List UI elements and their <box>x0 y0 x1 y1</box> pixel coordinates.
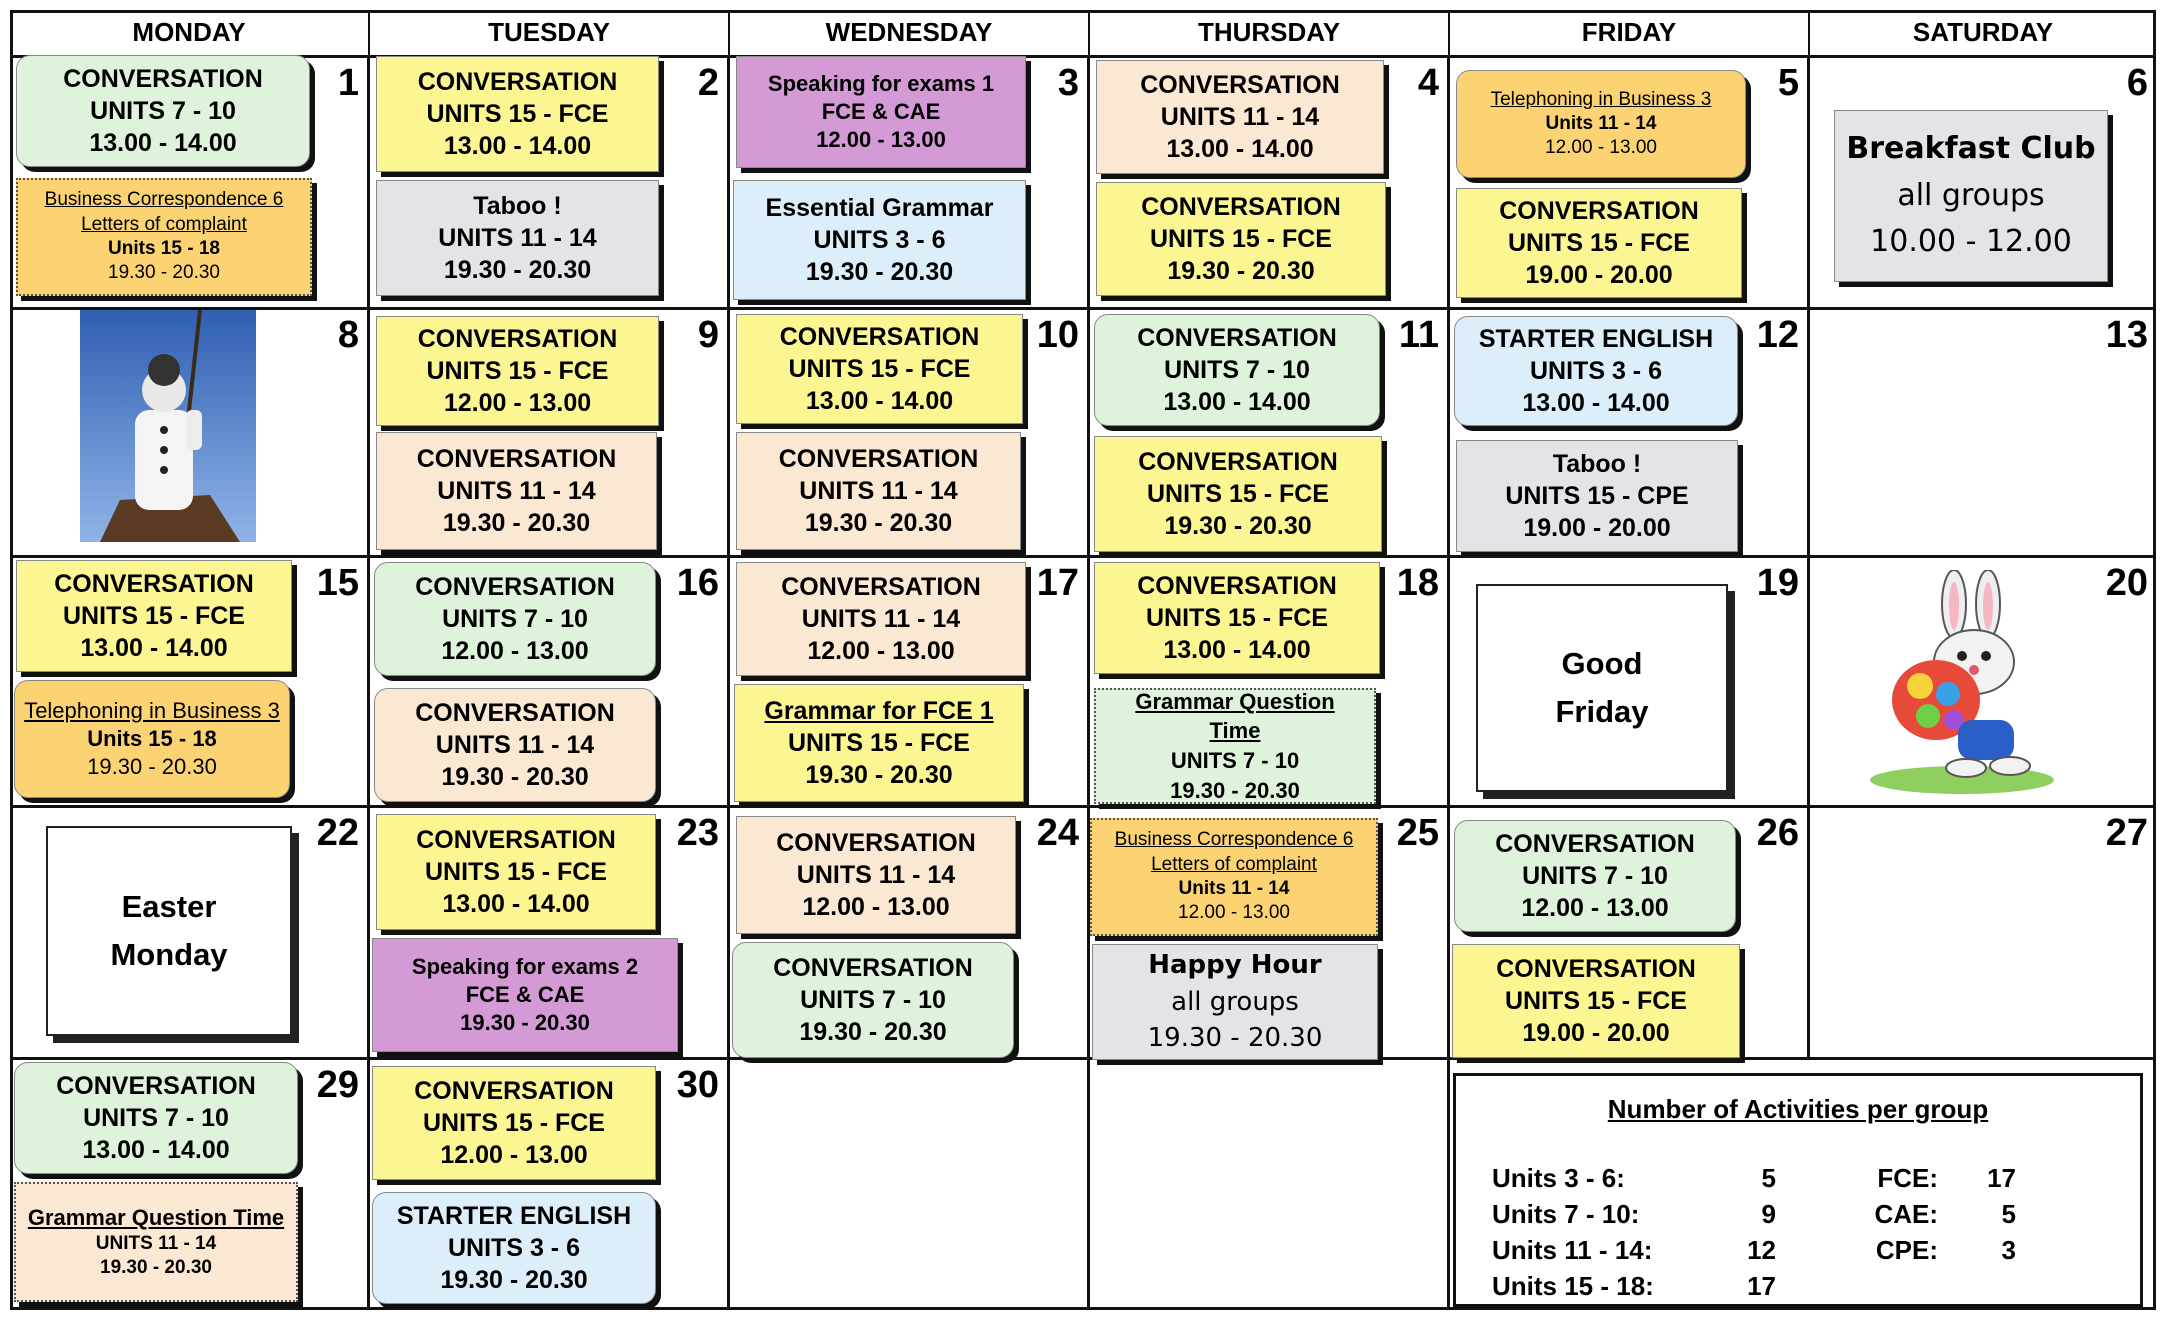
day-number: 22 <box>316 812 359 854</box>
event-conversation[interactable] <box>14 1062 298 1174</box>
event-grammar-question-time[interactable] <box>1094 688 1376 804</box>
event-time: 19.30 - 20.30 <box>805 258 954 286</box>
event-time: 19.30 - 20.30 <box>100 1257 212 1279</box>
units-label: Units 11 - 14: <box>1492 1235 1653 1265</box>
event-title: Grammar Question <box>1135 688 1335 714</box>
event-title: CONVERSATION <box>1137 324 1337 352</box>
event-units: UNITS 7 - 10 <box>90 97 236 125</box>
header-label: MONDAY <box>132 17 246 47</box>
event-title: Happy Hour <box>1148 950 1322 981</box>
event-title: Essential Grammar <box>765 194 994 222</box>
event-time: 19.30 - 20.30 <box>443 256 592 284</box>
snowman-figure-image <box>80 310 256 542</box>
event-units: Units 15 - 18 <box>87 725 217 751</box>
day-number: 12 <box>1756 314 1799 356</box>
event-conversation[interactable] <box>732 942 1014 1058</box>
event-speaking-exams[interactable] <box>372 938 678 1052</box>
event-telephoning[interactable] <box>14 680 290 798</box>
event-units: UNITS 15 - FCE <box>426 100 609 128</box>
event-time: 13.00 - 14.00 <box>89 129 237 157</box>
event-time: 13.00 - 14.00 <box>1522 389 1670 417</box>
event-starter-english[interactable] <box>372 1192 656 1304</box>
exam-value: 5 <box>2001 1199 2016 1229</box>
event-speaking-exams[interactable] <box>736 56 1026 168</box>
event-units: UNITS 11 - 14 <box>796 861 956 889</box>
event-telephoning[interactable] <box>1456 70 1746 178</box>
header-label: FRIDAY <box>1581 17 1677 47</box>
event-conversation[interactable] <box>16 560 292 672</box>
event-time: 12.00 - 13.00 <box>802 893 950 921</box>
day-number: 25 <box>1396 812 1439 854</box>
exam-values <box>1956 1160 2016 1268</box>
event-title: Grammar Question Time <box>27 1204 285 1230</box>
exam-label: FCE: <box>1877 1163 1938 1193</box>
holiday-easter-monday <box>46 826 292 1036</box>
event-units: UNITS 15 - FCE <box>426 357 609 385</box>
units-value: 12 <box>1747 1235 1776 1265</box>
event-title: Taboo ! <box>473 192 562 220</box>
day-number: 6 <box>2126 62 2148 104</box>
event-time: 13.00 - 14.00 <box>442 890 590 918</box>
event-conversation[interactable] <box>376 56 659 172</box>
header-label: TUESDAY <box>488 17 610 47</box>
event-units: UNITS 7 - 10 <box>442 605 588 633</box>
event-time: 19.30 - 20.30 <box>1147 1023 1323 1054</box>
event-title: Breakfast Club <box>1846 131 2096 167</box>
event-conversation[interactable] <box>376 814 656 930</box>
holiday-label: Monday <box>110 937 228 972</box>
header-wednesday <box>730 10 1090 58</box>
event-conversation[interactable] <box>1456 188 1742 298</box>
header-thursday <box>1090 10 1450 58</box>
day-cell <box>1090 1060 1450 1310</box>
exam-value: 3 <box>2001 1235 2016 1265</box>
event-time: 12.00 - 13.00 <box>1521 894 1669 922</box>
easter-bunny-image <box>1862 570 2058 796</box>
event-conversation[interactable] <box>736 314 1023 424</box>
event-essential-grammar[interactable] <box>733 180 1026 300</box>
event-title: CONVERSATION <box>417 68 618 96</box>
event-units: UNITS 11 - 14 <box>799 477 958 505</box>
day-cell <box>730 1060 1090 1310</box>
event-title: CONVERSATION <box>56 1072 256 1100</box>
event-units: UNITS 3 - 6 <box>813 226 946 254</box>
event-conversation[interactable] <box>736 816 1016 934</box>
event-time: 19.30 - 20.30 <box>440 1266 588 1294</box>
event-time: 13.00 - 14.00 <box>805 387 954 415</box>
header-saturday <box>1810 10 2156 58</box>
event-time: 13.00 - 14.00 <box>1163 388 1311 416</box>
units-label: Units 3 - 6: <box>1492 1163 1625 1193</box>
event-conversation[interactable] <box>374 688 656 802</box>
event-time: 12.00 - 13.00 <box>443 389 592 417</box>
event-units: UNITS 15 - FCE <box>1508 229 1690 257</box>
event-title: CONVERSATION <box>779 323 980 351</box>
event-conversation[interactable] <box>1454 820 1736 932</box>
event-units: UNITS 15 - FCE <box>1147 480 1329 508</box>
event-title: Grammar for FCE 1 <box>764 697 994 725</box>
event-conversation[interactable] <box>1094 314 1380 426</box>
event-time: 12.00 - 13.00 <box>1545 137 1657 159</box>
day-number: 10 <box>1036 314 1079 356</box>
event-title-cont: Time <box>1209 718 1261 744</box>
day-number: 11 <box>1398 314 1439 356</box>
units-labels <box>1492 1160 1654 1304</box>
event-time: 19.30 - 20.30 <box>805 761 953 789</box>
header-monday <box>10 10 370 58</box>
event-conversation[interactable] <box>372 1066 656 1180</box>
day-number: 4 <box>1417 62 1439 104</box>
header-label: SATURDAY <box>1912 17 2054 47</box>
event-time: 13.00 - 14.00 <box>443 132 592 160</box>
header-label: WEDNESDAY <box>825 17 993 47</box>
event-conversation[interactable] <box>374 562 656 676</box>
event-starter-english[interactable] <box>1454 316 1738 426</box>
holiday-label: Good <box>1561 645 1643 681</box>
event-time: 19.30 - 20.30 <box>460 1010 590 1036</box>
event-title: Business Correspondence 6 <box>1114 829 1354 851</box>
event-conversation[interactable] <box>1096 60 1384 174</box>
event-units: UNITS 15 - FCE <box>788 729 970 757</box>
holiday-good-friday <box>1476 584 1728 792</box>
event-title: Taboo ! <box>1552 450 1642 478</box>
event-units: UNITS 15 - CPE <box>1505 482 1689 510</box>
event-title: CONVERSATION <box>1141 193 1341 221</box>
event-conversation[interactable] <box>1452 944 1740 1058</box>
event-title: Telephoning in Business 3 <box>24 697 280 723</box>
units-value: 5 <box>1761 1163 1776 1193</box>
day-number: 20 <box>2105 562 2148 604</box>
event-title: CONVERSATION <box>415 573 615 601</box>
event-title: CONVERSATION <box>414 1077 614 1105</box>
event-title: CONVERSATION <box>54 570 254 598</box>
event-title: CONVERSATION <box>416 826 616 854</box>
event-title: CONVERSATION <box>1499 197 1699 225</box>
event-time: 19.30 - 20.30 <box>441 763 589 791</box>
event-conversation[interactable] <box>1094 562 1380 674</box>
event-title: CONVERSATION <box>1137 572 1337 600</box>
event-units: UNITS 7 - 10 <box>1164 356 1310 384</box>
event-units: UNITS 15 - FCE <box>788 355 971 383</box>
day-number: 27 <box>2105 812 2148 854</box>
event-units: Units 11 - 14 <box>1545 112 1657 134</box>
event-title: STARTER ENGLISH <box>1478 325 1714 353</box>
day-number: 19 <box>1756 562 1799 604</box>
event-units: UNITS 3 - 6 <box>1530 357 1662 385</box>
event-time: 12.00 - 13.00 <box>441 637 589 665</box>
event-units: UNITS 7 - 10 <box>1522 862 1668 890</box>
event-grammar-fce[interactable] <box>734 684 1024 802</box>
exam-label: CAE: <box>1874 1199 1938 1229</box>
units-label: Units 7 - 10: <box>1492 1199 1640 1229</box>
event-time: 13.00 - 14.00 <box>80 634 228 662</box>
event-units: Units 15 - 18 <box>108 238 220 259</box>
header-tuesday <box>370 10 730 58</box>
event-conversation[interactable] <box>376 432 657 550</box>
holiday-label: Easter <box>121 888 217 924</box>
event-time: 12.00 - 13.00 <box>816 127 946 153</box>
event-conversation[interactable] <box>736 432 1021 550</box>
units-label: Units 15 - 18: <box>1492 1271 1654 1301</box>
event-title: Speaking for exams 2 <box>411 953 639 979</box>
event-conversation[interactable] <box>1094 436 1382 552</box>
event-units: UNITS 7 - 10 <box>1170 748 1300 773</box>
event-title: CONVERSATION <box>776 829 976 857</box>
event-units: Units 11 - 14 <box>1178 878 1290 899</box>
event-time: 19.30 - 20.30 <box>108 262 220 284</box>
event-business-correspondence[interactable] <box>1090 818 1378 936</box>
day-number: 2 <box>697 62 719 104</box>
header-label: THURSDAY <box>1197 17 1341 47</box>
event-time: 19.30 - 20.30 <box>1167 257 1315 285</box>
event-title: CONVERSATION <box>781 573 981 601</box>
day-number: 16 <box>676 562 719 604</box>
event-units: UNITS 7 - 10 <box>83 1104 229 1132</box>
day-number: 17 <box>1036 562 1079 604</box>
event-units: UNITS 11 - 14 <box>801 605 961 633</box>
event-units: UNITS 3 - 6 <box>448 1234 580 1262</box>
event-units: UNITS 15 - FCE <box>1146 604 1328 632</box>
event-time: 19.30 - 20.30 <box>1164 512 1312 540</box>
event-units: FCE & CAE <box>465 981 585 1007</box>
event-time: 19.00 - 20.00 <box>1525 261 1673 289</box>
event-title: CONVERSATION <box>778 445 979 473</box>
exam-labels <box>1848 1160 1938 1268</box>
event-units: UNITS 7 - 10 <box>800 986 946 1014</box>
day-number: 3 <box>1057 62 1079 104</box>
event-conversation[interactable] <box>16 55 310 167</box>
day-cell <box>1810 808 2156 1060</box>
event-units: UNITS 11 - 14 <box>1160 103 1320 131</box>
event-title: CONVERSATION <box>1138 448 1338 476</box>
event-units: UNITS 11 - 14 <box>95 1232 217 1254</box>
event-time: 19.30 - 20.30 <box>799 1018 947 1046</box>
event-time: 19.00 - 20.00 <box>1522 1019 1670 1047</box>
day-number: 18 <box>1396 562 1439 604</box>
summary-title: Number of Activities per group <box>1607 1094 1989 1124</box>
event-time: 12.00 - 13.00 <box>440 1141 588 1169</box>
event-taboo[interactable] <box>376 180 659 296</box>
event-happy-hour[interactable] <box>1092 944 1378 1060</box>
event-title: Business Correspondence 6 <box>44 189 284 211</box>
day-number: 26 <box>1756 812 1799 854</box>
holiday-label: Friday <box>1555 694 1649 729</box>
event-units: UNITS 11 - 14 <box>438 224 597 252</box>
event-subtitle: Letters of complaint <box>1151 853 1317 875</box>
event-breakfast-club[interactable] <box>1834 110 2108 282</box>
event-time: 19.30 - 20.30 <box>442 509 591 537</box>
day-number: 15 <box>316 562 359 604</box>
event-taboo[interactable] <box>1456 440 1738 552</box>
day-number: 5 <box>1777 62 1799 104</box>
event-title: CONVERSATION <box>773 954 973 982</box>
units-values <box>1706 1160 1776 1304</box>
event-subtitle: all groups <box>1897 177 2045 213</box>
event-units: UNITS 15 - FCE <box>1150 225 1332 253</box>
day-number: 8 <box>337 314 359 356</box>
day-number: 30 <box>676 1064 719 1106</box>
event-time: 13.00 - 14.00 <box>1166 135 1314 163</box>
event-time: 12.00 - 13.00 <box>807 637 955 665</box>
event-subtitle: Letters of complaint <box>81 213 247 235</box>
exam-label: CPE: <box>1875 1235 1938 1265</box>
event-time: 19.30 - 20.30 <box>1170 777 1300 803</box>
event-units: UNITS 15 - FCE <box>423 1109 605 1137</box>
event-title: Telephoning in Business 3 <box>1490 88 1712 110</box>
day-number: 29 <box>316 1064 359 1106</box>
units-value: 9 <box>1761 1199 1776 1229</box>
event-business-correspondence[interactable] <box>16 178 312 296</box>
activities-summary-box <box>1453 1073 2143 1307</box>
units-value: 17 <box>1747 1271 1776 1301</box>
event-time: 19.30 - 20.30 <box>87 754 217 780</box>
event-conversation[interactable] <box>376 316 659 426</box>
day-number: 1 <box>337 62 359 104</box>
exam-value: 17 <box>1987 1163 2016 1193</box>
header-friday <box>1450 10 1810 58</box>
event-title: CONVERSATION <box>417 325 618 353</box>
day-number: 13 <box>2105 314 2148 356</box>
event-units: FCE & CAE <box>821 98 941 124</box>
event-title: Speaking for exams 1 <box>767 70 995 96</box>
event-units: UNITS 11 - 14 <box>437 477 596 505</box>
event-title: CONVERSATION <box>416 445 617 473</box>
event-units: UNITS 11 - 14 <box>435 731 595 759</box>
day-cell <box>1810 310 2156 558</box>
event-time: 10.00 - 12.00 <box>1870 224 2072 260</box>
event-units: UNITS 15 - FCE <box>425 858 607 886</box>
event-conversation[interactable] <box>736 562 1026 676</box>
event-time: 13.00 - 14.00 <box>1163 636 1311 664</box>
day-number: 9 <box>697 314 719 356</box>
event-title: CONVERSATION <box>1495 830 1695 858</box>
event-units: UNITS 15 - FCE <box>1505 987 1687 1015</box>
event-units: UNITS 15 - FCE <box>63 602 245 630</box>
day-number: 23 <box>676 812 719 854</box>
day-number: 24 <box>1036 812 1079 854</box>
event-title: STARTER ENGLISH <box>396 1202 632 1230</box>
event-title: CONVERSATION <box>415 699 615 727</box>
event-grammar-question-time[interactable] <box>14 1182 298 1302</box>
event-time: 13.00 - 14.00 <box>82 1136 230 1164</box>
event-time: 19.00 - 20.00 <box>1523 514 1671 542</box>
event-time: 12.00 - 13.00 <box>1178 902 1290 924</box>
event-conversation[interactable] <box>1096 182 1386 296</box>
event-subtitle: all groups <box>1171 986 1299 1017</box>
event-time: 19.30 - 20.30 <box>804 509 953 537</box>
event-title: CONVERSATION <box>63 65 263 93</box>
event-title: CONVERSATION <box>1140 71 1340 99</box>
event-title: CONVERSATION <box>1496 955 1696 983</box>
